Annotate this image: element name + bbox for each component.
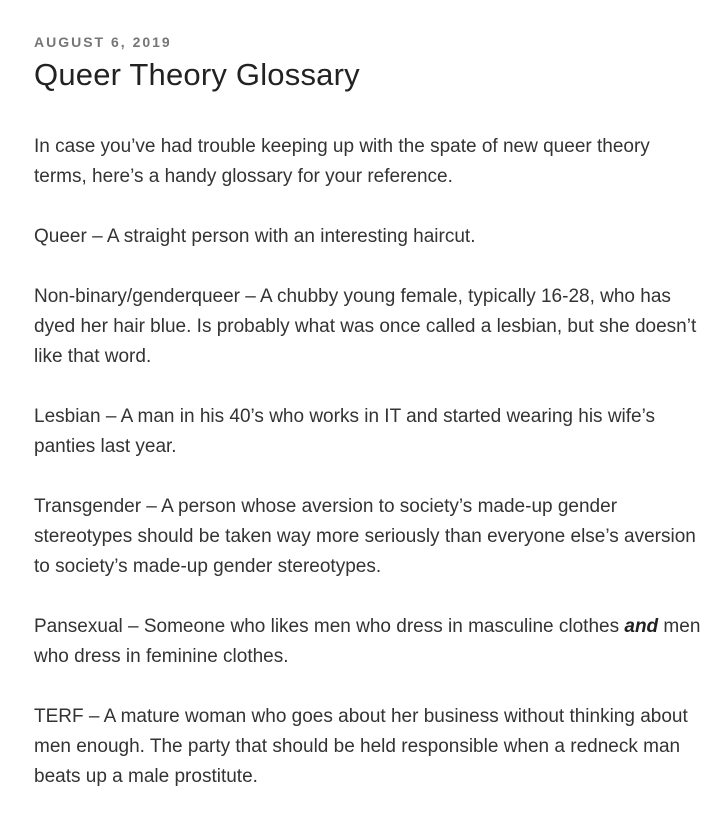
glossary-entry-pansexual [34, 612, 704, 672]
post-body [34, 132, 704, 792]
glossary-entry-terf: TERF – A mature woman who goes about her business without thinking about men enough. The party that should be held responsible when a redneck man beats up a male prostitute. [34, 706, 688, 787]
glossary-entry-queer: Queer – A straight person with an interesting haircut. [34, 226, 476, 247]
post-intro: In case you’ve had trouble keeping up with the spate of new queer theory terms, here’s a handy glossary for your reference. [34, 136, 650, 187]
glossary-entry-non-binary: Non-binary/genderqueer – A chubby young female, typically 16-28, who has dyed her hair blue. Is probably what was once called a lesbian, but she doesn’t like that word. [34, 286, 697, 367]
blog-post [34, 0, 704, 822]
post-title: Queer Theory Glossary [34, 57, 360, 92]
post-date[interactable]: AUGUST 6, 2019 [34, 34, 172, 50]
glossary-entry-lesbian: Lesbian – A man in his 40’s who works in IT and started wearing his wife’s panties last year. [34, 406, 656, 457]
pansexual-text-after: men who dress in feminine clothes. [34, 616, 701, 667]
pansexual-emphasis: and [624, 616, 659, 637]
pansexual-text-before: Pansexual – Someone who likes men who dress in masculine clothes [34, 616, 625, 637]
glossary-entry-transgender: Transgender – A person whose aversion to society’s made-up gender stereotypes should be taken way more seriously than everyone else’s aversion to society’s made-up gender stereotypes. [34, 496, 696, 577]
